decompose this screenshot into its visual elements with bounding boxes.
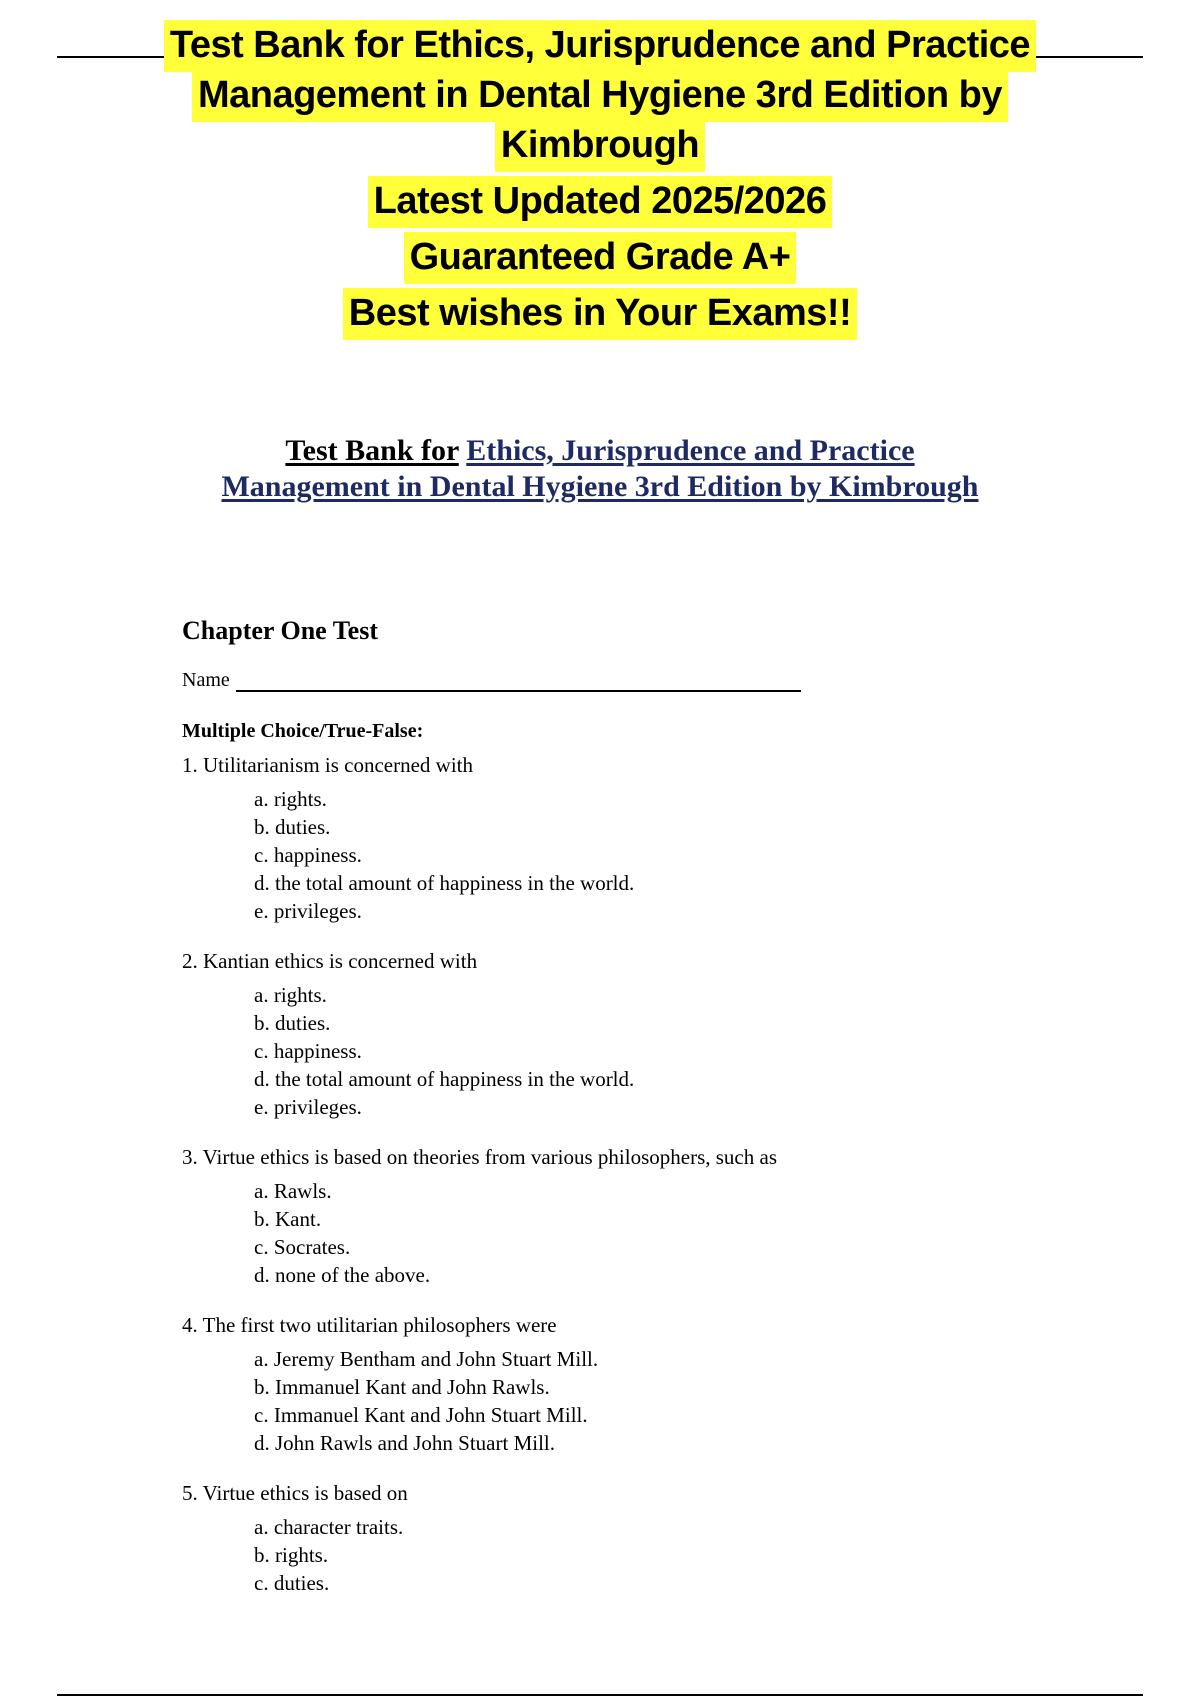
answer-option: a. character traits. <box>254 1515 404 1539</box>
answer-options <box>182 1345 1082 1457</box>
answer-option: b. duties. <box>254 815 331 839</box>
footer-rule <box>57 1694 1143 1696</box>
answer-option: d. none of the above. <box>254 1263 431 1287</box>
answer-option: c. happiness. <box>254 1039 362 1063</box>
document-subtitle <box>0 433 1200 469</box>
answer-option: d. the total amount of happiness in the world. <box>254 871 635 895</box>
question-5 <box>182 1479 1082 1597</box>
subtitle-prefix: Test Bank for <box>285 434 459 467</box>
question-4 <box>182 1311 1082 1457</box>
banner-line-5: Guaranteed Grade A+ <box>0 238 1200 276</box>
answer-option: e. privileges. <box>254 1095 362 1119</box>
answer-option: d. the total amount of happiness in the world. <box>254 1067 635 1091</box>
section-heading: Multiple Choice/True-False: <box>182 720 424 742</box>
answer-option: b. Kant. <box>254 1207 322 1231</box>
test-body <box>182 616 1082 1597</box>
answer-option: c. happiness. <box>254 843 362 867</box>
name-label: Name <box>182 669 230 691</box>
answer-option: b. Immanuel Kant and John Rawls. <box>254 1375 550 1399</box>
name-field[interactable] <box>236 668 801 692</box>
banner-line-1: Test Bank for Ethics, Jurisprudence and Practice <box>0 26 1200 64</box>
answer-option: c. Immanuel Kant and John Stuart Mill. <box>254 1403 588 1427</box>
banner-line-4: Latest Updated 2025/2026 <box>0 182 1200 220</box>
answer-option: b. duties. <box>254 1011 331 1035</box>
name-row <box>182 668 1082 692</box>
answer-option: a. rights. <box>254 787 327 811</box>
answer-option: c. Socrates. <box>254 1235 351 1259</box>
answer-option: b. rights. <box>254 1543 329 1567</box>
answer-option: e. privileges. <box>254 899 362 923</box>
banner-line-3: Kimbrough <box>0 126 1200 164</box>
answer-option: a. Jeremy Bentham and John Stuart Mill. <box>254 1347 599 1371</box>
answer-option: d. John Rawls and John Stuart Mill. <box>254 1431 556 1455</box>
answer-options <box>182 981 1082 1121</box>
question-stem: 1. Utilitarianism is concerned with <box>182 753 474 777</box>
answer-options <box>182 1513 1082 1597</box>
subtitle-link-line-2[interactable]: Management in Dental Hygiene 3rd Edition by Kimbrough <box>221 470 979 503</box>
chapter-title: Chapter One Test <box>182 616 378 645</box>
question-list <box>182 751 1082 1597</box>
question-stem: 3. Virtue ethics is based on theories from various philosophers, such as <box>182 1145 777 1169</box>
question-stem: 2. Kantian ethics is concerned with <box>182 949 478 973</box>
banner-line-2: Management in Dental Hygiene 3rd Edition by <box>0 76 1200 114</box>
question-3 <box>182 1143 1082 1289</box>
document-subtitle-line-2 <box>0 469 1200 505</box>
question-2 <box>182 947 1082 1121</box>
question-stem: 5. Virtue ethics is based on <box>182 1481 408 1505</box>
subtitle-link-line-1[interactable]: Ethics, Jurisprudence and Practice <box>466 434 915 467</box>
answer-option: a. Rawls. <box>254 1179 332 1203</box>
answer-option: a. rights. <box>254 983 327 1007</box>
question-stem: 4. The first two utilitarian philosophers were <box>182 1313 557 1337</box>
answer-options <box>182 785 1082 925</box>
question-1 <box>182 751 1082 925</box>
banner-line-6: Best wishes in Your Exams!! <box>0 294 1200 332</box>
answer-option: c. duties. <box>254 1571 330 1595</box>
answer-options <box>182 1177 1082 1289</box>
